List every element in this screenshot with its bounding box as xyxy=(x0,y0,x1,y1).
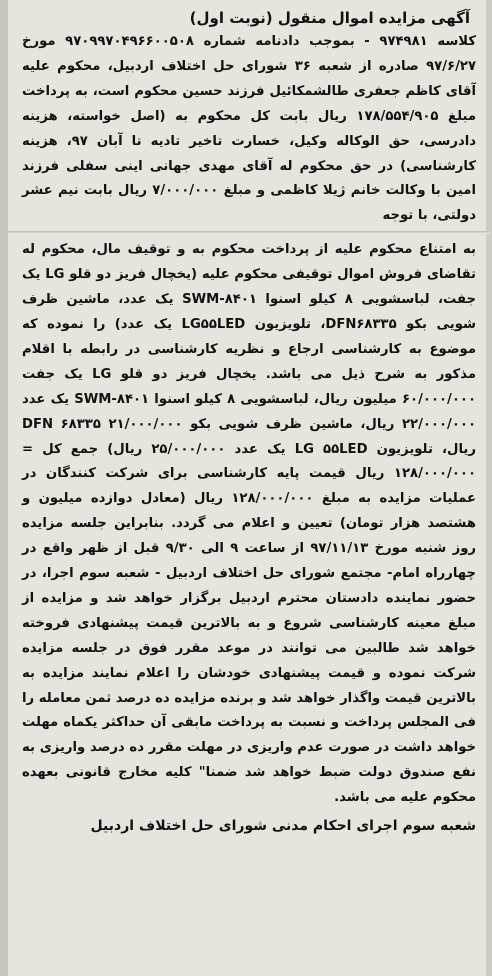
notice-paragraph-2: به امتناع محکوم علیه از پرداخت محکوم به و توقیف مال، محکوم له تقاضای فروش اموال توقیفی محکوم علیه (یخچال فریز دو قلو LG یک جفت، لباسشویی ۸ کیلو اسنوا SWM-۸۴۰۱ یک عدد، ماشین ظرف شویی بکو DFN۶۸۳۳۵، تلویزیون LG۵۵LED یک عدد) را نموده که موضوع به کارشناسی ارجاع و نظریه کارشناسی در رابطه با اقلام مذکور به شرح ذیل می باشد. یخچال فریز دو قلو LG یک جفت ۶۰/۰۰۰/۰۰۰ میلیون ریال، لباسشویی ۸ کیلو اسنوا SWM-۸۴۰۱ یک عدد ۲۲/۰۰۰/۰۰۰ ریال، ماشین ظرف شویی بکو DFN ۶۸۳۳۵ ۲۱/۰۰۰/۰۰۰ ریال، تلویزیون LG ۵۵LED یک عدد ۲۵/۰۰۰/۰۰۰ ریال) جمع کل = ۱۲۸/۰۰۰/۰۰۰ ریال قیمت پایه کارشناسی برای شرکت کنندگان در عملیات مزایده به مبلغ ۱۲۸/۰۰۰/۰۰۰ ریال (معادل دوازده میلیون و هشتصد هزار تومان) تعیین و اعلام می گردد. بنابراین جلسه مزایده روز شنبه مورخ ۹۷/۱۱/۱۳ از ساعت ۹ الی ۹/۳۰ قبل از ظهر واقع در چهارراه امام- مجتمع شورای حل اختلاف اردبیل - شعبه سوم اجرا، در حضور نماینده دادستان محترم اردبیل برگزار خواهد شد و مزایده از مبلغ معینه کارشناسی شروع و به بالاترین قیمت پیشنهادی فروخته خواهد شد طالبین می توانند در موعد مقرر فوق در جلسه مزایده شرکت نموده و قیمت پیشنهادی خودشان را اعلام نمایند مزایده به بالاترین قیمت واگذار خواهد شد و برنده مزایده ده درصد ثمن معامله را فی المجلس پرداخت و نسبت به پرداخت مابقی آن حداکثر یکماه مهلت خواهد داشت در صورت عدم واریزی در مهلت مقرر ده درصد واریزی به نفع صندوق دولت ضبط خواهد شد ضمنا" کلیه مخارج قانونی بعهده محکوم علیه می باشد. xyxy=(22,242,477,806)
notice-title: آگهی مزایده اموال منقول (نوبت اول) xyxy=(189,9,470,27)
notice-signature: شعبه سوم اجرای احکام مدنی شورای حل اختلاف اردبیل xyxy=(90,818,476,835)
auction-notice xyxy=(22,6,476,970)
paper-fold-divider xyxy=(8,231,490,234)
notice-paragraph-1: کلاسه ۹۷۴۹۸۱ - بموجب دادنامه شماره ۹۷۰۹۹۷۰۴۹۶۶۰۰۵۰۸ مورخ ۹۷/۶/۲۷ صادره از شعبه ۳۶ شورای حل اختلاف اردبیل، محکوم علیه آقای کاظم جعفری طالشمکائیل فرزند حسین محکوم است، به پرداخت مبلغ ۱۷۸/۵۵۴/۹۰۵ ریال بابت کل محکوم به (اصل خواسته، هزینه دادرسی، حق الوکاله وکیل، خسارت تاخیر تادیه تا آبان ۹۷، هزینه کارشناسی) در حق محکوم له آقای مهدی جهانی اینی سفلی فرزند امین با وکالت خانم ژیلا کاظمی و مبلغ ۷/۰۰۰/۰۰۰ ریال بابت نیم عشر دولتی، با توجه xyxy=(22,34,477,224)
